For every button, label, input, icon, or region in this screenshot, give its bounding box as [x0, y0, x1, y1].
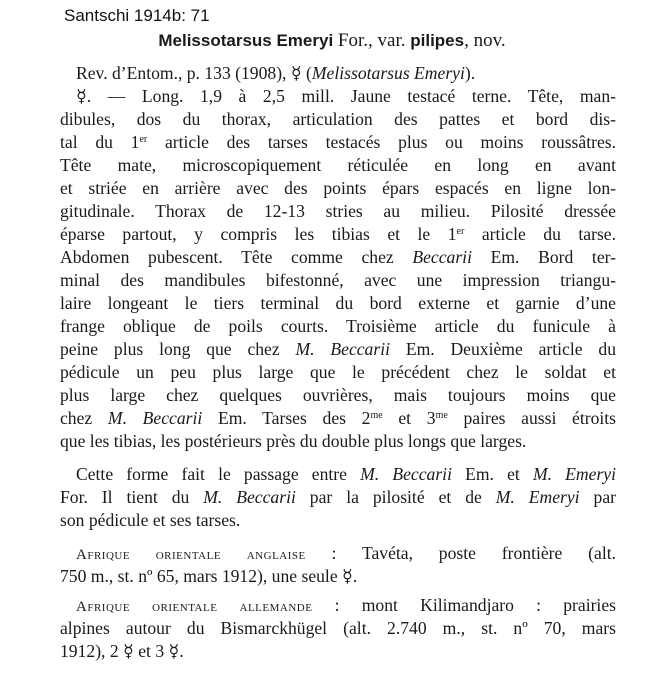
text-line: minal des mandibules bifestonné, avec une impression triangu-	[60, 270, 616, 290]
reference-line: Rev. d’Entom., p. 133 (1908), ☿ (Melissotarsus Emeryi).	[76, 63, 476, 83]
taxon-variety: pilipes	[410, 31, 465, 50]
text-line: Afrique orientale anglaise : Tavéta, poste frontière (alt.	[76, 543, 616, 563]
text-line: pédicule un peu plus large que le précédent chez le soldat et	[60, 362, 616, 382]
text-line: laire longeant le tiers terminal du bord externe et garnie d’une	[60, 293, 616, 313]
text-line: 750 m., st. nº 65, mars 1912), une seule ☿.	[60, 566, 358, 586]
text-line: For. Il tient du M. Beccarii par la pilosité et de M. Emeryi par	[60, 487, 616, 507]
body-text	[60, 62, 616, 663]
description-paragraph	[60, 85, 616, 453]
text-line: tal du 1er article des tarses testacés plus ou moins roussâtres.	[60, 132, 616, 152]
source-citation: Santschi 1914b: 71	[64, 6, 210, 25]
text-line: Abdomen pubescent. Tête comme chez Beccarii Em. Bord ter-	[60, 247, 616, 267]
text-line: 1912), 2 ☿ et 3 ☿.	[60, 641, 184, 661]
text-line: chez M. Beccarii Em. Tarses des $2^{me}$ et $3^{me}$ paires aussi étroits	[60, 408, 616, 428]
taxon-name: Melissotarsus Emeryi	[158, 31, 334, 50]
text-line: ☿. — Long. 1,9 à 2,5 mill. Jaune testacé terne. Tête, man-	[76, 86, 616, 106]
locality-paragraph	[60, 542, 616, 588]
text-line: dibules, dos du thorax, articulation des pattes et bord dis-	[60, 109, 616, 129]
text-line: Cette forme fait le passage entre M. Beccarii Em. et M. Emeryi	[76, 464, 616, 484]
text-line: et striée en arrière avec des points épars espacés en ligne lon-	[60, 178, 616, 198]
passage-paragraph	[60, 463, 616, 532]
text-line: gitudinale. Thorax de 12-13 stries au milieu. Pilosité dressée	[60, 201, 616, 221]
taxon-status: , nov.	[464, 30, 506, 51]
text-line: plus large chez quelques ouvrières, mais toujours moins que	[60, 385, 616, 405]
text-line: que les tibias, les postérieurs près du double plus longs que larges.	[60, 431, 527, 451]
text-line: Tête mate, microscopiquement réticulée en long en avant	[60, 155, 616, 175]
taxon-title	[0, 30, 664, 52]
text-line: son pédicule et ses tarses.	[60, 510, 241, 530]
region-name: Afrique orientale anglaise	[76, 547, 306, 563]
text-line: Afrique orientale allemande : mont Kilimandjaro : prairies	[76, 595, 616, 615]
text-line: alpines autour du Bismarckhügel (alt. 2.740 m., st. nº 70, mars	[60, 618, 616, 638]
text-line: peine plus long que chez M. Beccarii Em. Deuxième article du	[60, 339, 616, 359]
taxon-author: For., var.	[333, 30, 411, 51]
text-line: éparse partout, y compris les tibias et le 1er article du tarse.	[60, 224, 616, 244]
text-line: frange oblique de poils courts. Troisième article du funicule à	[60, 316, 616, 336]
locality-paragraph	[60, 594, 616, 663]
region-name: Afrique orientale allemande	[76, 599, 313, 615]
